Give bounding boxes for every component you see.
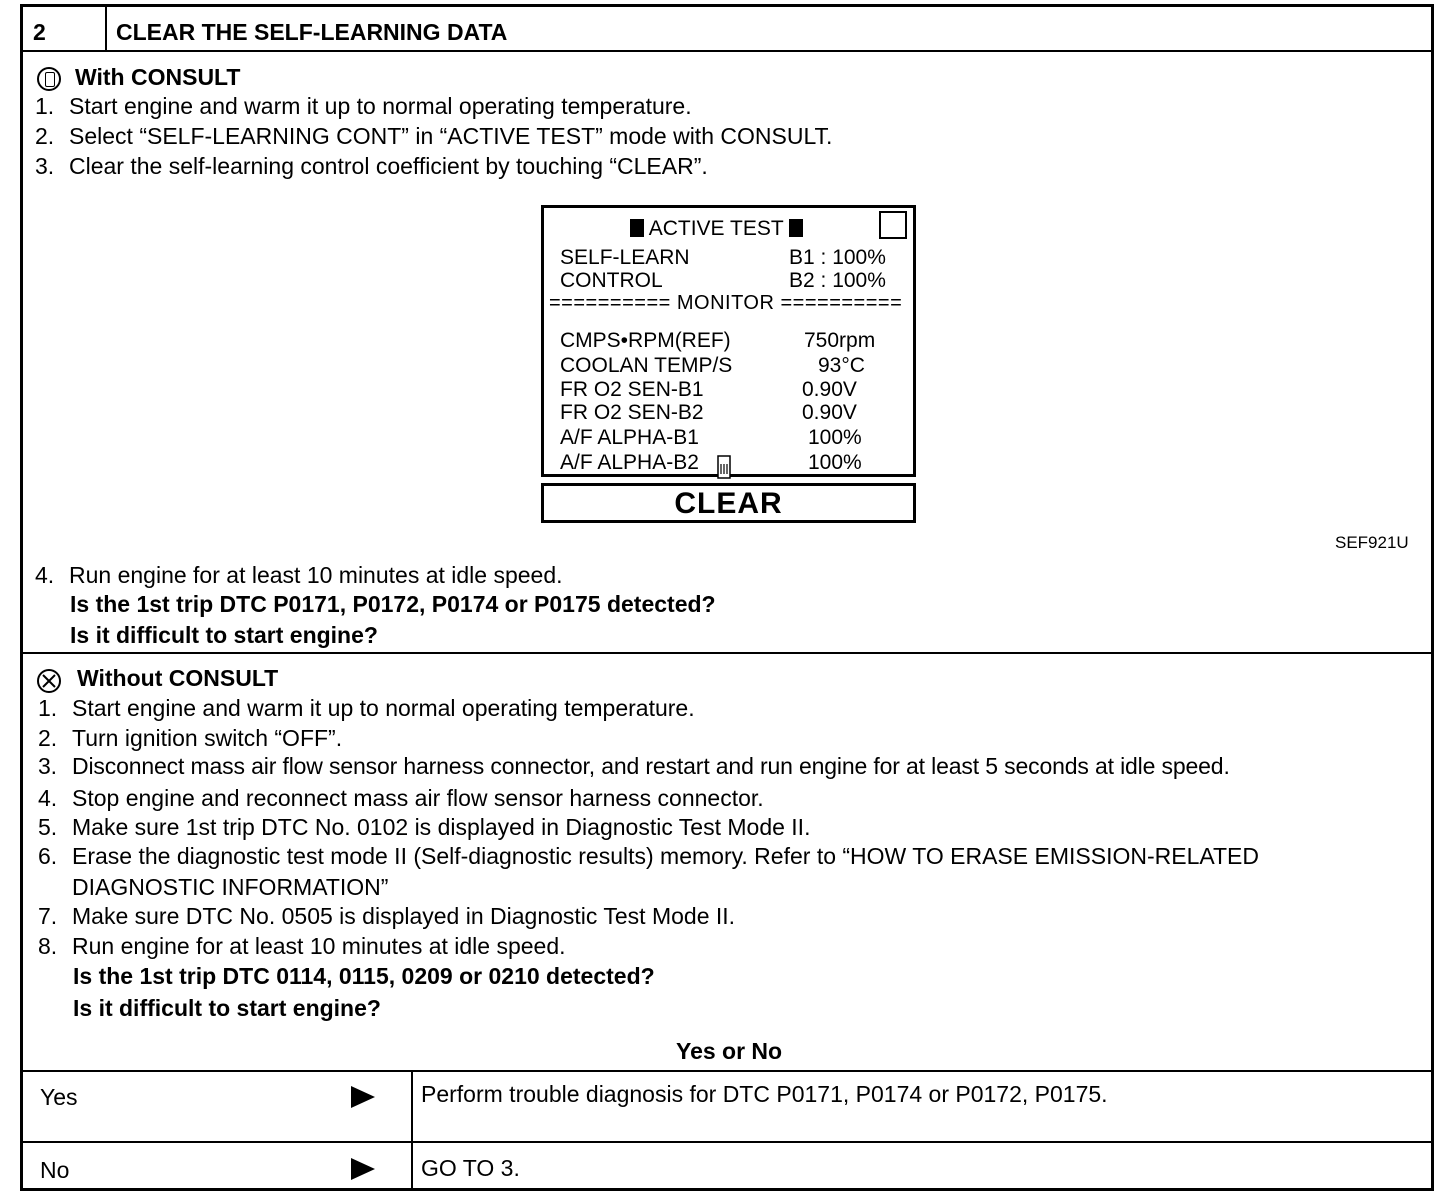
screen-title: ACTIVE TEST [630,217,803,241]
arrow-right-icon [351,1158,375,1180]
consult-icon [37,67,61,91]
monitor-item-label: A/F ALPHA-B2 [560,451,699,474]
figure-code: SEF921U [1335,533,1409,552]
no-consult-icon [37,669,61,693]
clear-button[interactable]: CLEAR [541,483,916,523]
list-item-continuation: DIAGNOSTIC INFORMATION” [72,874,389,900]
question: Is the 1st trip DTC P0171, P0172, P0174 or P0175 detected? [70,591,716,617]
step-number: 2 [33,19,46,45]
decision-row-rule [20,1141,1434,1143]
list-item: 1. Start engine and warm it up to normal operating temperature. [35,93,692,119]
decision-heading: Yes or No [676,1038,783,1064]
decision-top-rule [20,1070,1434,1072]
list-item: 3. Clear the self-learning control coefficient by touching “CLEAR”. [35,153,708,179]
without-consult-heading: Without CONSULT [77,665,279,691]
monitor-item-label: FR O2 SEN-B1 [560,378,704,401]
self-learn-label: SELF-LEARN [560,246,690,269]
list-item: 6. Erase the diagnostic test mode II (Self-diagnostic results) memory. Refer to “HOW TO ERASE EMISSION-RELATED [38,843,1260,869]
b1-value: B1 : 100% [789,246,886,269]
list-item: 2. Turn ignition switch “OFF”. [38,725,343,751]
monitor-item-value: 93°C [818,354,865,377]
action-no: GO TO 3. [421,1155,520,1181]
header-divider [105,4,107,52]
monitor-item-label: A/F ALPHA-B1 [560,426,699,449]
control-label: CONTROL [560,269,663,292]
block-marker-icon [789,219,803,237]
question: Is it difficult to start engine? [70,622,378,648]
hand-pointer-icon [714,454,736,480]
monitor-item-value: 0.90V [802,401,857,424]
checkbox-icon [879,211,907,239]
answer-yes: Yes [40,1084,78,1110]
monitor-item-value: 100% [808,426,862,449]
decision-column-divider [411,1070,413,1191]
question: Is the 1st trip DTC 0114, 0115, 0209 or 0210 detected? [73,963,655,989]
monitor-item-value: 100% [808,451,862,474]
action-yes: Perform trouble diagnosis for DTC P0171, P0174 or P0172, P0175. [421,1081,1108,1107]
list-item: 4. Run engine for at least 10 minutes at idle speed. [35,562,563,588]
list-item: 1. Start engine and warm it up to normal operating temperature. [38,695,695,721]
list-item: 4. Stop engine and reconnect mass air flow sensor harness connector. [38,785,764,811]
consult-screen [541,205,916,477]
monitor-item-value: 750rpm [804,329,876,352]
section-divider [20,652,1434,654]
monitor-item-label: COOLAN TEMP/S [560,354,733,377]
block-marker-icon [630,219,644,237]
monitor-item-value: 0.90V [802,378,857,401]
with-consult-heading: With CONSULT [75,64,241,90]
header-bottom-rule [20,50,1434,52]
page-title: CLEAR THE SELF-LEARNING DATA [116,19,508,45]
b2-value: B2 : 100% [789,269,886,292]
list-item: 2. Select “SELF-LEARNING CONT” in “ACTIVE TEST” mode with CONSULT. [35,123,833,149]
list-item: 7. Make sure DTC No. 0505 is displayed in Diagnostic Test Mode II. [38,903,736,929]
monitor-item-label: FR O2 SEN-B2 [560,401,704,424]
question: Is it difficult to start engine? [73,995,381,1021]
monitor-item-label: CMPS•RPM(REF) [560,329,731,352]
list-item: 3. Disconnect mass air flow sensor harness connector, and restart and run engine for at least 5 seconds at idle speed. [38,753,1230,779]
arrow-right-icon [351,1086,375,1108]
answer-no: No [40,1157,70,1183]
monitor-divider: ========== MONITOR ========== [549,292,903,314]
list-item: 5. Make sure 1st trip DTC No. 0102 is displayed in Diagnostic Test Mode II. [38,814,811,840]
list-item: 8. Run engine for at least 10 minutes at idle speed. [38,933,566,959]
